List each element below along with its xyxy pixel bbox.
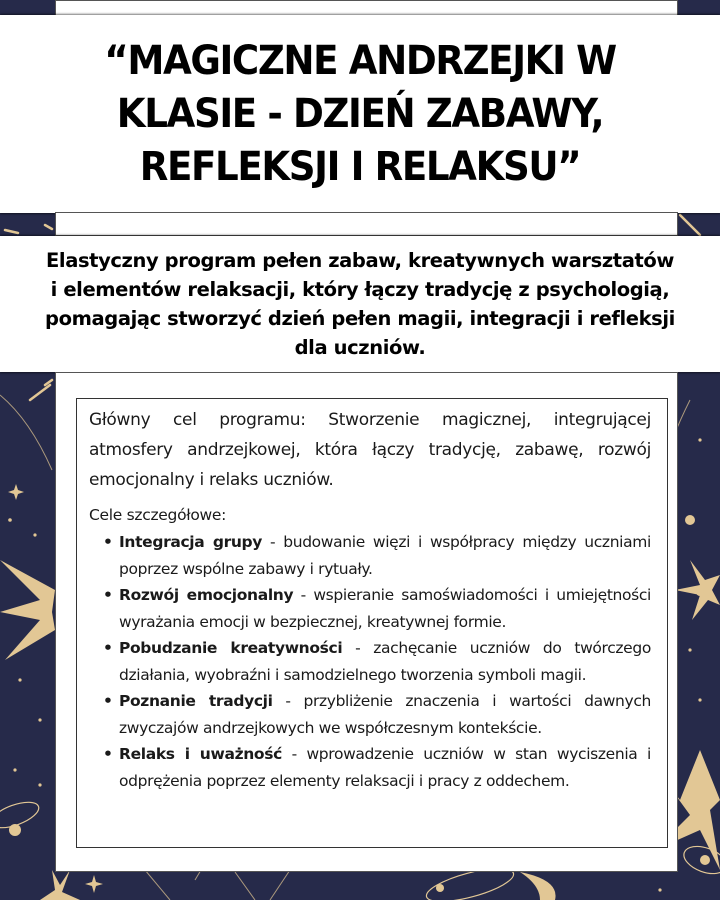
goal-description: - wprowadzenie uczniów w stan wyciszenia i odprężenia poprzez elementy relaksacji i pracy z oddechem. [119, 745, 652, 790]
goal-item [89, 688, 651, 741]
goal-item [89, 529, 651, 582]
goal-name: Rozwój emocjonalny [119, 586, 294, 604]
goal-description: - budowanie więzi i współpracy między uczniami poprzez wspólne zabawy i rytuały. [119, 533, 651, 578]
goal-description: - wspieranie samoświadomości i umiejętności wyrażania emocji w bezpiecznej, kreatywnej formie. [119, 586, 652, 631]
goals-list [89, 529, 651, 794]
spacer-panel [55, 212, 678, 236]
title-band [0, 15, 720, 213]
goal-item [89, 635, 651, 688]
main-goal-text: Główny cel programu: Stworzenie magicznej, integrującej atmosfery andrzejkowej, która łączy tradycję, zabawę, rozwój emocjonalny i relaks uczniów. [89, 410, 651, 490]
goal-description: - przybliżenie znaczenia i wartości dawnych zwyczajów andrzejkowych we współczesnym kontekście. [119, 692, 651, 737]
main-panel [55, 372, 678, 872]
subtitle-band [0, 236, 720, 372]
goal-description: - zachęcanie uczniów do twórczego działania, wyobraźni i samodzielnego tworzenia symboli magii. [119, 639, 651, 684]
goal-name: Pobudzanie kreatywności [119, 639, 343, 657]
page-title: “MAGICZNE ANDRZEJKI W KLASIE - DZIEŃ ZABAWY, REFLEKSJI I RELAKSU” [104, 37, 616, 190]
goal-name: Poznanie tradycji [119, 692, 273, 710]
subtitle: Elastyczny program pełen zabaw, kreatywnych warsztatów i elementów relaksacji, który łączy tradycję z psychologią, pomagając stworzyć dzień pełen magii, integracji i refleksji dla uczniów. [45, 249, 675, 359]
goal-item [89, 582, 651, 635]
details-heading: Cele szczegółowe: [89, 506, 227, 524]
goal-item [89, 741, 651, 794]
goal-name: Integracja grupy [119, 533, 263, 551]
goals-box [76, 398, 668, 848]
goal-name: Relaks i uważność [119, 745, 282, 763]
top-strip-panel [55, 0, 678, 16]
